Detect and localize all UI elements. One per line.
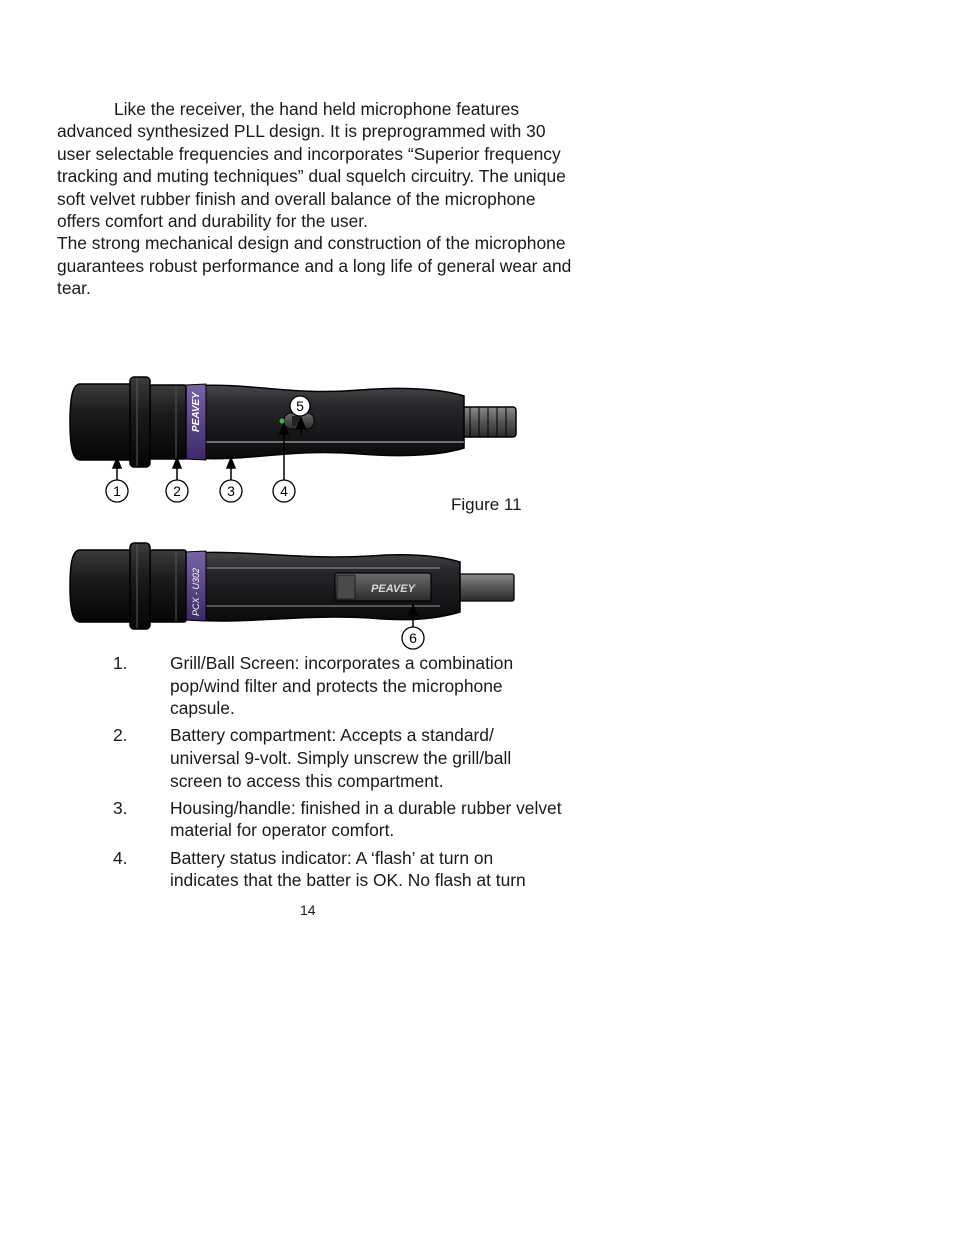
housing-handle [192,385,464,458]
microphone-figure [60,370,540,660]
microphone-illustration [60,370,540,660]
list-item [113,724,573,792]
list-item-number: 1. [113,653,128,673]
callout-1 [106,480,128,502]
model-label: PCX - U302 [191,567,201,616]
callout-6 [402,627,424,649]
list-item-text: Grill/Ball Screen: incorporates a combination pop/wind filter and protects the microphone capsule. [170,653,514,719]
list-item [113,797,573,842]
callout-5 [290,396,310,416]
grill-ball-screen [70,384,130,460]
figure-caption: Figure 11 [451,495,522,514]
battery-compartment-ring [150,385,186,459]
intro-paragraph-1: Like the receiver, the hand held microphone features advanced synthesized PLL design. It is preprogrammed with 30 user selectable frequencies and incorporates “Superior frequency tracking and muting techniques” dual squelch circuitry. The unique soft velvet rubber finish and overall balance of the microphone offers comfort and durability for the user. [57,99,566,232]
intro-text [57,98,577,300]
microphone-side-view [70,543,514,629]
page-number: 14 [300,902,316,918]
list-item-number: 3. [113,797,128,818]
svg-text:2: 2 [173,483,181,499]
list-item-text: Battery compartment: Accepts a standard/ universal 9-volt. Simply unscrew the grill/ball screen to access this compartment. [170,725,512,791]
grill-ball-screen-side [70,550,130,622]
callout-3 [220,480,242,502]
feature-list [113,652,573,896]
intro-paragraph-2: The strong mechanical design and construction of the microphone guarantees robust performance and a long life of general wear and tear. [57,233,572,299]
list-item-number: 4. [113,847,128,868]
svg-text:6: 6 [409,630,417,646]
svg-text:5: 5 [296,398,304,414]
list-item-text: Battery status indicator: A ‘flash’ at turn on indicates that the batter is OK. No flash at turn [170,847,526,891]
svg-text:4: 4 [280,483,288,499]
callout-2 [166,480,188,502]
list-item [113,847,573,892]
svg-text:3: 3 [227,483,235,499]
svg-text:1: 1 [113,483,121,499]
list-item [113,652,573,720]
list-item-number: 2. [113,725,128,746]
microphone-top-view [70,377,516,467]
list-item-text: Housing/handle: finished in a durable rubber velvet material for operator comfort. [170,797,562,841]
callout-4 [273,480,295,502]
brand-logo-bottom: PEAVEY [371,583,415,595]
brand-logo-top: PEAVEY [191,392,202,432]
